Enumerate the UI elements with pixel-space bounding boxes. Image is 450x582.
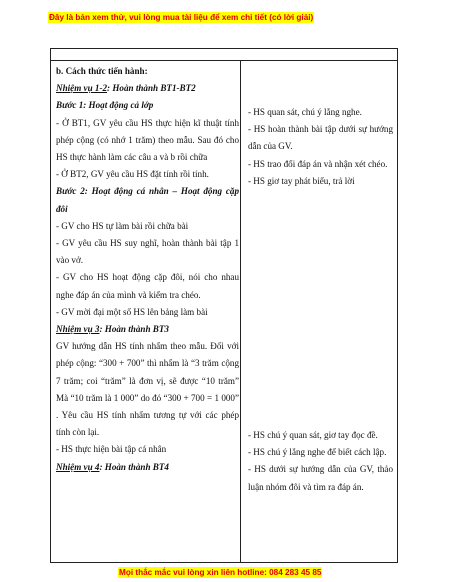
teacher-activities-column: [56, 63, 239, 476]
student-paragraph: - HS chú ý lắng nghe để biết cách lập.: [248, 447, 387, 458]
teacher-paragraph: - Ở BT2, GV yêu cầu HS đặt tính rồi tính.: [56, 169, 209, 180]
teacher-paragraph: GV hướng dẫn HS tính nhẩm theo mẫu. Đối với phép cộng: “300 + 700” thì nhẩm là “3 trăm cộng 7 trăm; coi “trăm” là đơn vị, sẽ được “10 trăm” Mà “10 trăm là 1 000” do đó “300 + 700 = 1 000” . Yêu cầu HS tính nhẩm tương tự với các phép tính còn lại.: [56, 341, 239, 438]
teacher-paragraph: - GV cho HS tự làm bài rồi chữa bài: [56, 220, 189, 231]
hotline-banner: Mọi thắc mắc vui lòng xin liên hotline: 084 283 45 85: [119, 568, 322, 577]
student-activities-column-lower: [248, 427, 393, 496]
student-paragraph: - HS chú ý quan sát, giơ tay đọc đề.: [248, 430, 378, 440]
step-2-heading: Bước 2: Hoạt động cá nhân – Hoạt động cặp đôi: [56, 186, 239, 214]
student-paragraph: - HS trao đổi đáp án và nhận xét chéo.: [248, 158, 388, 169]
student-paragraph: - HS dưới sự hướng dẫn của GV, thảo luận nhóm đôi và tìm ra đáp án.: [248, 464, 393, 492]
task-1-2-heading: Nhiệm vụ 1-2: Hoàn thành BT1-BT2: [56, 83, 196, 94]
student-paragraph: - HS hoàn thành bài tập dưới sự hướng dẫn của GV.: [248, 124, 393, 152]
table-column-divider: [240, 60, 241, 562]
teacher-paragraph: - GV yêu cầu HS suy nghĩ, hoàn thành bài tập 1 vào vở.: [56, 238, 239, 266]
student-activities-column: [248, 104, 393, 190]
task-3-heading: Nhiệm vụ 3: Hoàn thành BT3: [56, 324, 169, 335]
procedure-heading: b. Cách thức tiến hành:: [56, 66, 148, 76]
teacher-paragraph: - HS thực hiện bài tập cá nhân: [56, 444, 167, 455]
step-1-heading: Bước 1: Hoạt động cả lớp: [56, 100, 154, 111]
teacher-paragraph: - GV cho HS hoạt động cặp đôi, nói cho nhau nghe đáp án của mình và kiểm tra chéo.: [56, 272, 239, 300]
teacher-paragraph: - Ở BT1, GV yêu cầu HS thực hiện kĩ thuật tính phép cộng (có nhớ 1 trăm) theo mẫu. Sau đó cho HS thực hành làm các câu a và b rồi chữa: [56, 117, 239, 163]
table-top-row-divider: [51, 60, 397, 61]
preview-notice-banner: Đây là bản xem thử, vui lòng mua tài liệu để xem chi tiết (có lời giải): [49, 13, 314, 22]
teacher-paragraph: - GV mời đại một số HS lên bảng làm bài: [56, 306, 208, 317]
lesson-table: [50, 48, 398, 563]
student-paragraph: - HS giơ tay phát biểu, trả lời: [248, 175, 355, 186]
student-paragraph: - HS quan sát, chú ý lắng nghe.: [248, 107, 362, 117]
task-4-heading: Nhiệm vụ 4: Hoàn thành BT4: [56, 461, 169, 472]
